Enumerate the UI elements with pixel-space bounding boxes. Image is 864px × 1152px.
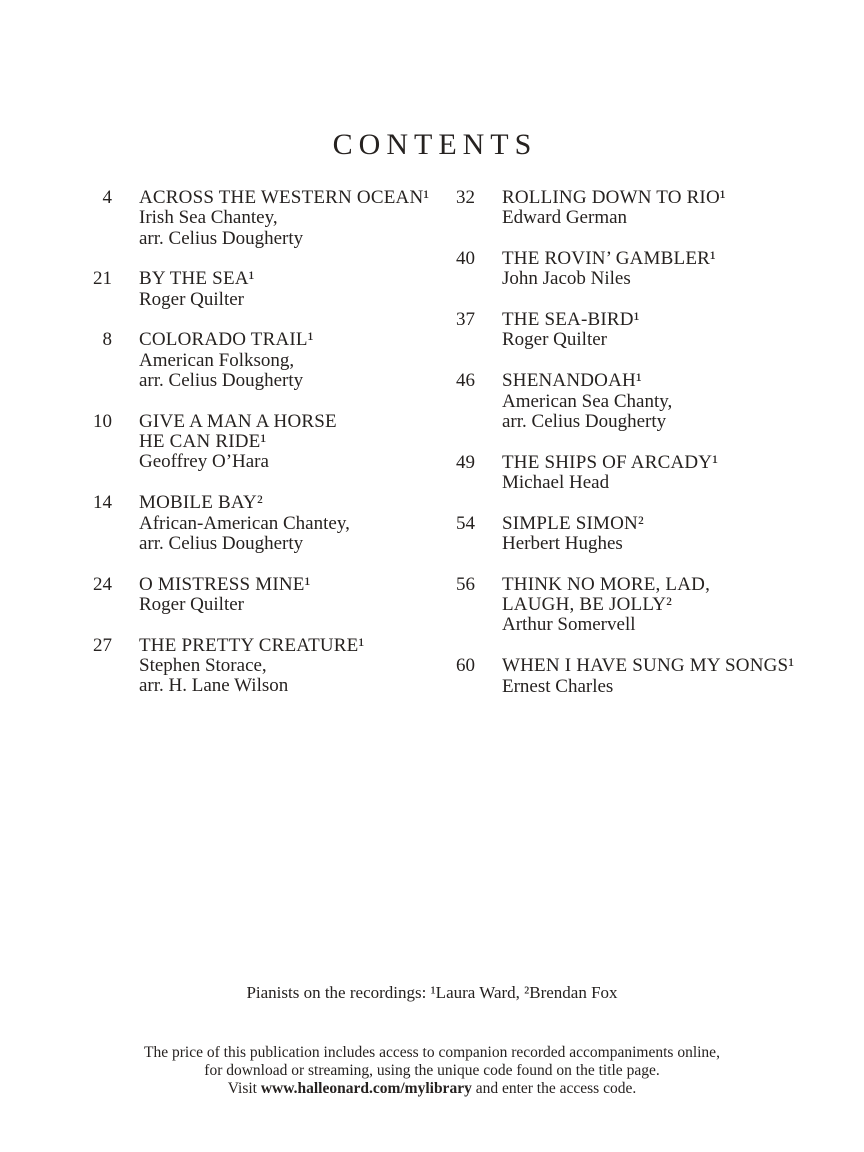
song-title-line: ROLLING DOWN TO RIO¹	[502, 187, 726, 208]
pianists-note: Pianists on the recordings: ¹Laura Ward, ²Brendan Fox	[246, 983, 618, 1002]
toc-entry-body	[502, 310, 640, 351]
song-title-line: LAUGH, BE JOLLY²	[502, 594, 673, 616]
access-note-line-1: The price of this publication includes access to companion recorded accompaniments online,	[144, 1044, 720, 1061]
song-credit-line: Michael Head	[502, 471, 610, 493]
toc-page-number: 32	[456, 187, 475, 208]
toc-entry	[439, 656, 809, 697]
toc-entry	[76, 636, 439, 697]
song-title-line: COLORADO TRAIL¹	[139, 329, 314, 351]
toc-entry	[439, 453, 809, 494]
toc-entry-body	[139, 493, 350, 554]
toc-entry	[76, 493, 439, 554]
toc-entry-body	[502, 371, 672, 432]
song-credit-line: American Sea Chanty,	[502, 390, 673, 412]
song-credit-line: arr. Celius Dougherty	[139, 227, 304, 249]
toc-entry	[76, 188, 439, 249]
song-credit-line: arr. Celius Dougherty	[139, 532, 304, 554]
song-title-line: THE SHIPS OF ARCADY¹	[502, 451, 719, 473]
toc-page-number: 40	[456, 248, 475, 270]
toc-entry-body	[502, 656, 794, 697]
toc-entry-body	[502, 188, 726, 229]
toc-page-number: 21	[93, 268, 112, 290]
toc-columns	[76, 188, 816, 717]
song-title-line: O MISTRESS MINE¹	[139, 573, 311, 595]
song-credit-line: John Jacob Niles	[502, 268, 631, 290]
toc-entry	[439, 371, 809, 432]
toc-entry-body	[502, 514, 644, 555]
toc-entry-body	[502, 249, 716, 290]
song-credit-line: arr. H. Lane Wilson	[139, 675, 289, 697]
toc-page-number: 60	[456, 655, 475, 677]
toc-page-number: 49	[456, 451, 475, 473]
toc-entry-body	[139, 330, 314, 391]
toc-entry-body	[502, 575, 710, 636]
song-title-line: BY THE SEA¹	[139, 268, 255, 290]
visit-prefix: Visit	[227, 1080, 261, 1098]
song-credit-line: Geoffrey O’Hara	[139, 451, 269, 473]
toc-page-number: 27	[93, 634, 112, 656]
toc-entry	[439, 310, 809, 351]
song-title-line: SIMPLE SIMON²	[502, 512, 644, 534]
page-title: CONTENTS	[332, 128, 538, 161]
song-title-line: ACROSS THE WESTERN OCEAN¹	[139, 187, 430, 208]
toc-page-number: 54	[456, 512, 475, 534]
toc-page-number: 10	[93, 410, 112, 432]
toc-entry-body	[139, 575, 310, 616]
toc-page-number: 24	[93, 573, 112, 595]
song-credit-line: American Folksong,	[139, 349, 295, 371]
song-title-line: THINK NO MORE, LAD,	[502, 573, 711, 595]
song-credit-line: Stephen Storace,	[139, 655, 267, 677]
toc-page-number: 8	[102, 329, 112, 351]
toc-entry	[76, 269, 439, 310]
song-credit-line: Irish Sea Chantey,	[139, 207, 278, 229]
toc-entry-body	[139, 188, 429, 249]
toc-entry	[439, 514, 809, 555]
toc-page-number: 14	[93, 492, 112, 514]
toc-page-number: 37	[456, 309, 475, 331]
song-credit-line: Herbert Hughes	[502, 533, 623, 555]
toc-entry-body	[139, 412, 337, 473]
song-credit-line: Ernest Charles	[502, 675, 614, 697]
toc-page-number: 56	[456, 573, 475, 595]
song-title-line: SHENANDOAH¹	[502, 370, 642, 392]
song-title-line: THE SEA-BIRD¹	[502, 309, 640, 331]
toc-column-left	[76, 188, 439, 717]
song-title-line: HE CAN RIDE¹	[139, 431, 267, 453]
toc-page-number: 4	[102, 187, 112, 208]
toc-entry-body	[502, 453, 718, 494]
song-credit-line: Edward German	[502, 207, 628, 229]
song-credit-line: Roger Quilter	[139, 593, 245, 615]
toc-entry-body	[139, 269, 255, 310]
song-title-line: THE PRETTY CREATURE¹	[139, 634, 365, 656]
toc-entry	[76, 330, 439, 391]
visit-suffix: and enter the access code.	[471, 1080, 637, 1098]
song-credit-line: African-American Chantey,	[139, 512, 350, 534]
song-credit-line: arr. Celius Dougherty	[502, 410, 667, 432]
song-credit-line: Roger Quilter	[502, 329, 608, 351]
song-credit-line: Arthur Somervell	[502, 614, 636, 636]
song-title-line: WHEN I HAVE SUNG MY SONGS¹	[502, 655, 795, 677]
toc-entry-body	[139, 636, 364, 697]
song-title-line: MOBILE BAY²	[139, 492, 263, 514]
song-title-line: THE ROVIN’ GAMBLER¹	[502, 248, 716, 270]
toc-entry	[76, 575, 439, 616]
toc-column-right	[439, 188, 809, 717]
toc-entry	[439, 188, 809, 229]
mylibrary-url: www.halleonard.com/mylibrary	[260, 1080, 472, 1098]
song-credit-line: arr. Celius Dougherty	[139, 370, 304, 392]
toc-entry	[439, 575, 809, 636]
toc-entry	[76, 412, 439, 473]
toc-page-number: 46	[456, 370, 475, 392]
access-note-line-2: for download or streaming, using the unique code found on the title page.	[204, 1062, 660, 1080]
access-note	[0, 1044, 864, 1099]
song-credit-line: Roger Quilter	[139, 288, 245, 310]
access-note-line-3	[0, 1080, 864, 1098]
toc-entry	[439, 249, 809, 290]
song-title-line: GIVE A MAN A HORSE	[139, 410, 337, 432]
